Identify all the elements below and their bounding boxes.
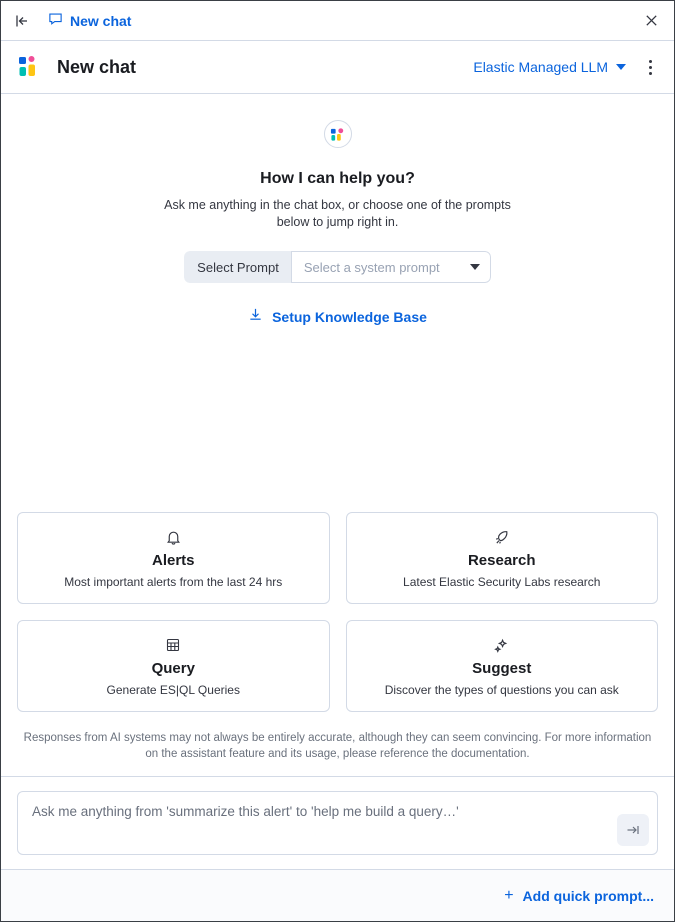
chat-bubble-icon (48, 11, 63, 31)
card-title: Query (151, 660, 195, 677)
system-prompt-row (17, 251, 658, 283)
chat-footer (1, 869, 674, 921)
plus-icon: + (504, 886, 514, 904)
body-spacer (17, 327, 658, 512)
topbar-new-chat-label: New chat (70, 12, 132, 29)
quick-prompt-card-research[interactable] (346, 512, 659, 604)
card-description: Latest Elastic Security Labs research (403, 575, 601, 589)
llm-selector-label: Elastic Managed LLM (473, 59, 608, 75)
bell-icon (165, 527, 182, 547)
llm-selector[interactable] (473, 59, 626, 75)
close-icon[interactable] (640, 10, 662, 32)
add-quick-prompt-label: Add quick prompt... (522, 887, 654, 904)
setup-knowledge-base-button[interactable] (17, 307, 658, 327)
chat-input-wrapper[interactable] (17, 791, 658, 855)
card-description: Discover the types of questions you can ask (384, 683, 619, 697)
chevron-down-icon (616, 64, 626, 70)
quick-prompt-card-query[interactable] (17, 620, 330, 712)
setup-knowledge-base-label: Setup Knowledge Base (272, 309, 427, 325)
window-topbar (1, 1, 674, 41)
send-icon[interactable] (617, 814, 649, 846)
rocket-icon (493, 527, 510, 547)
system-prompt-select[interactable] (291, 251, 491, 283)
topbar-new-chat[interactable] (48, 11, 131, 31)
select-prompt-button[interactable]: Select Prompt (184, 251, 291, 283)
chat-body (1, 94, 674, 776)
chat-header (1, 41, 674, 94)
avatar-row (17, 120, 658, 148)
chevron-down-icon (470, 264, 480, 270)
kebab-menu-icon[interactable] (640, 56, 660, 78)
chat-input-placeholder: Ask me anything from 'summarize this alert' to 'help me build a query…' (32, 804, 459, 819)
system-prompt-placeholder: Select a system prompt (303, 259, 440, 275)
card-title: Suggest (472, 660, 532, 677)
assistant-avatar-icon (324, 120, 352, 148)
card-title: Research (467, 552, 536, 569)
elastic-assistant-logo (17, 54, 43, 80)
quick-prompt-card-suggest[interactable] (346, 620, 659, 712)
quick-prompt-card-alerts[interactable] (17, 512, 330, 604)
download-icon (248, 307, 263, 327)
system-prompt-group (184, 251, 491, 283)
add-quick-prompt-button[interactable] (504, 888, 654, 904)
sparkles-icon (493, 635, 510, 655)
card-description: Generate ES|QL Queries (106, 683, 240, 697)
welcome-subtitle: Ask me anything in the chat box, or choose one of the prompts below to jump right in. (164, 198, 511, 229)
collapse-panel-icon[interactable] (13, 12, 31, 30)
card-description: Most important alerts from the last 24 hrs (64, 575, 283, 589)
welcome-title: How I can help you? (260, 170, 415, 187)
table-icon (165, 635, 181, 655)
quick-prompt-cards (17, 512, 658, 712)
ai-disclaimer: Responses from AI systems may not always be entirely accurate, although they can seem convincing. For more information on the assistant feature and its usage, please reference the documentation. (23, 732, 652, 760)
page-title: New chat (57, 56, 137, 77)
chat-input-area (1, 776, 674, 869)
card-title: Alerts (151, 552, 195, 569)
